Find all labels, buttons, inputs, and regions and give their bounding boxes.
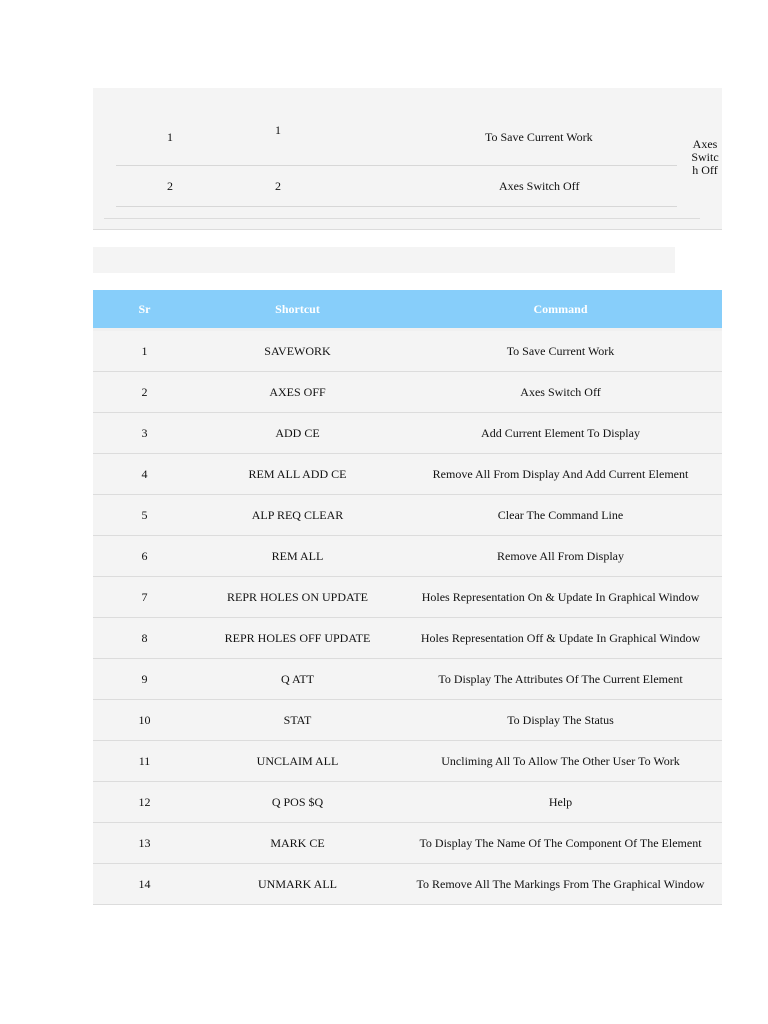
- command-cell: Axes Switch Off: [399, 372, 722, 413]
- command-cell: Help: [399, 782, 722, 823]
- sr-cell: 4: [93, 454, 196, 495]
- nested-table-block: [93, 88, 722, 230]
- sr-cell: 11: [93, 741, 196, 782]
- sr-cell: 10: [93, 700, 196, 741]
- table-row: [93, 700, 722, 741]
- table-row: [93, 823, 722, 864]
- table-row: [93, 782, 722, 823]
- command-cell: Remove All From Display: [399, 536, 722, 577]
- nested-shortcut-cell: 1: [275, 123, 281, 137]
- table-row: [93, 495, 722, 536]
- sr-cell: 13: [93, 823, 196, 864]
- table-row: [93, 741, 722, 782]
- empty-bar: [93, 247, 675, 273]
- nested-command-cell: To Save Current Work: [485, 130, 593, 144]
- command-cell: Remove All From Display And Add Current Element: [399, 454, 722, 495]
- command-cell: To Display The Name Of The Component Of The Element: [399, 823, 722, 864]
- table-row: [93, 372, 722, 413]
- table-row: [93, 330, 722, 372]
- nested-sr-cell: 1: [167, 130, 173, 144]
- shortcut-cell: Q ATT: [196, 659, 399, 700]
- sr-cell: 6: [93, 536, 196, 577]
- shortcut-table: [93, 290, 722, 905]
- nested-sr-cell: 2: [167, 179, 173, 193]
- table-row: [93, 454, 722, 495]
- command-cell: To Remove All The Markings From The Graphical Window: [399, 864, 722, 905]
- shortcut-cell: REM ALL: [196, 536, 399, 577]
- command-cell: Uncliming All To Allow The Other User To Work: [399, 741, 722, 782]
- command-cell: Clear The Command Line: [399, 495, 722, 536]
- header-sr: Sr: [93, 290, 196, 330]
- shortcut-cell: UNCLAIM ALL: [196, 741, 399, 782]
- command-cell: Holes Representation On & Update In Graphical Window: [399, 577, 722, 618]
- table-row: [93, 618, 722, 659]
- shortcut-cell: STAT: [196, 700, 399, 741]
- table-row: [93, 577, 722, 618]
- command-cell: To Save Current Work: [399, 330, 722, 372]
- sr-cell: 3: [93, 413, 196, 454]
- sr-cell: 1: [93, 330, 196, 372]
- sr-cell: 14: [93, 864, 196, 905]
- sr-cell: 12: [93, 782, 196, 823]
- table-header-row: [93, 290, 722, 330]
- row-divider: [116, 206, 677, 207]
- command-cell: Add Current Element To Display: [399, 413, 722, 454]
- sr-cell: 8: [93, 618, 196, 659]
- header-command: Command: [399, 290, 722, 330]
- table-row: [93, 659, 722, 700]
- command-cell: To Display The Status: [399, 700, 722, 741]
- sr-cell: 9: [93, 659, 196, 700]
- nested-table-row: [93, 88, 722, 166]
- nested-table-row: [93, 166, 722, 206]
- shortcut-cell: REPR HOLES ON UPDATE: [196, 577, 399, 618]
- shortcut-cell: ADD CE: [196, 413, 399, 454]
- nested-command-cell: Axes Switch Off: [499, 179, 580, 193]
- shortcut-cell: REM ALL ADD CE: [196, 454, 399, 495]
- sr-cell: 7: [93, 577, 196, 618]
- table-row: [93, 536, 722, 577]
- shortcut-cell: AXES OFF: [196, 372, 399, 413]
- table-divider: [104, 218, 700, 219]
- shortcut-cell: SAVEWORK: [196, 330, 399, 372]
- table-row: [93, 864, 722, 905]
- sr-cell: 2: [93, 372, 196, 413]
- header-shortcut: Shortcut: [196, 290, 399, 330]
- side-cell-text: Axes Switch Off: [691, 137, 719, 177]
- shortcut-cell: REPR HOLES OFF UPDATE: [196, 618, 399, 659]
- table-row: [93, 413, 722, 454]
- command-cell: To Display The Attributes Of The Current Element: [399, 659, 722, 700]
- shortcut-cell: Q POS $Q: [196, 782, 399, 823]
- nested-shortcut-cell: 2: [275, 179, 281, 193]
- shortcut-cell: MARK CE: [196, 823, 399, 864]
- command-cell: Holes Representation Off & Update In Graphical Window: [399, 618, 722, 659]
- sr-cell: 5: [93, 495, 196, 536]
- shortcut-cell: ALP REQ CLEAR: [196, 495, 399, 536]
- shortcut-cell: UNMARK ALL: [196, 864, 399, 905]
